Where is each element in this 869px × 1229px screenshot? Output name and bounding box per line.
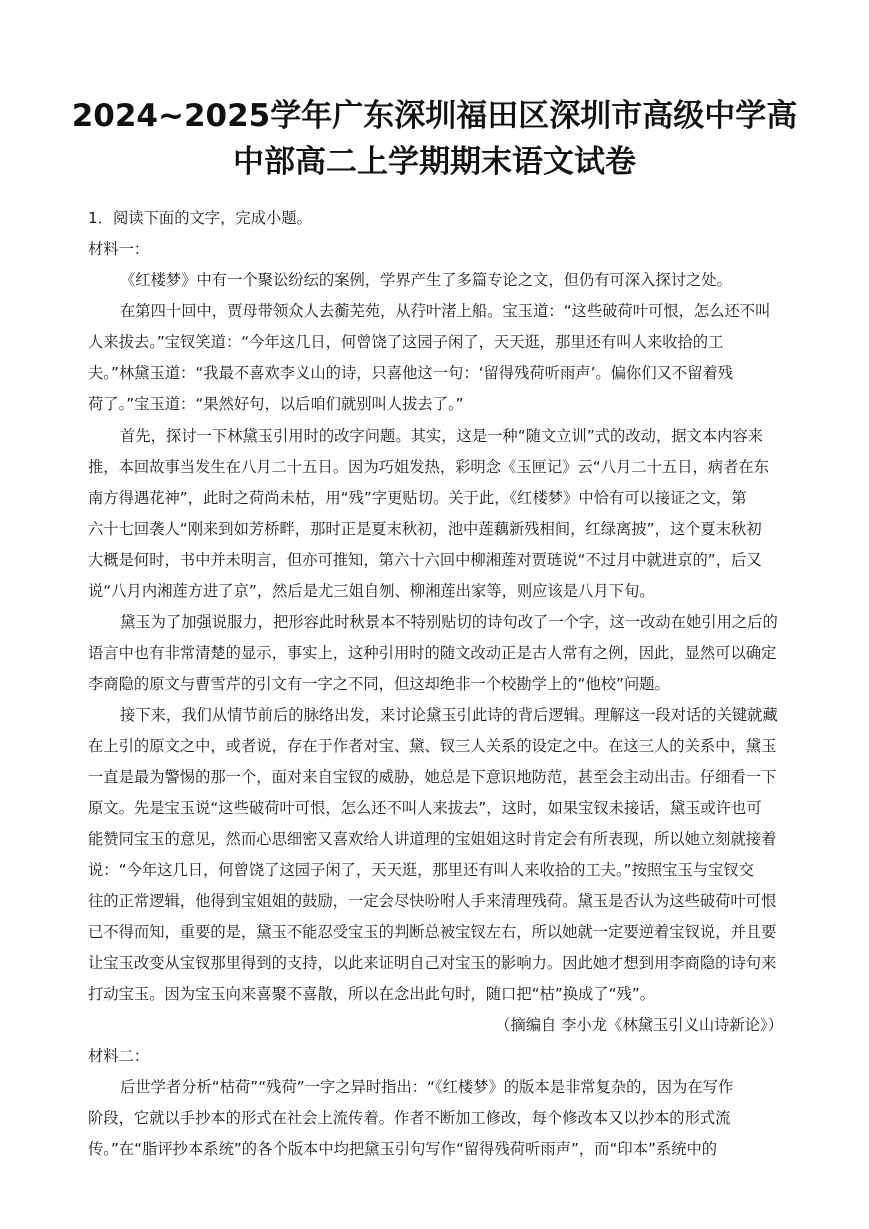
paragraph-line: 往的正常逻辑，他得到宝姐姐的鼓励，一定会尽快吩咐人手来清理残荷。黛玉是否认为这些破荷叶可恨 [88, 892, 777, 910]
paragraph-line: 推，本回故事当发生在八月二十五日。因为巧姐发热，彩明念《玉匣记》云“八月二十五日，病者在东 [88, 458, 769, 476]
paragraph-line: 后世学者分析“枯荷”“残荷”一字之异时指出：“《红楼梦》的版本是非常复杂的，因为在写作 [120, 1078, 734, 1096]
paragraph-line: 已不得而知，重要的是，黛玉不能忍受宝玉的判断总被宝钗左右，所以她就一定要逆着宝钗说，并且要 [88, 923, 777, 941]
paragraph-line: 传。”在“脂评抄本系统”的各个版本中均把黛玉引句写作“留得残荷听雨声”，而“印本”系统中的 [88, 1140, 718, 1158]
paragraph-line: 荷了。”宝玉道：“果然好句，以后咱们就别叫人拔去了。” [88, 395, 464, 413]
question-intro: 1．阅读下面的文字，完成小题。 [88, 209, 312, 227]
paragraph-line: 让宝玉改变从宝钗那里得到的支持，以此来证明自己对宝玉的影响力。因此她才想到用李商隐的诗句来 [88, 954, 777, 972]
paragraph-line: 首先，探讨一下林黛玉引用时的改字问题。其实，这是一种“随文立训”式的改动，据文本内容来 [120, 427, 764, 445]
paragraph-line: 一直是最为警惕的那一个，面对来自宝钗的威胁，她总是下意识地防范，甚至会主动出击。仔细看一下 [88, 768, 777, 786]
paragraph-line: 在上引的原文之中，或者说，存在于作者对宝、黛、钗三人关系的设定之中。在这三人的关系中，黛玉 [88, 737, 777, 755]
paragraph-line: 李商隐的原文与曹雪芹的引文有一字之不同，但这却绝非一个校勘学上的“他校”问题。 [88, 675, 670, 693]
paragraph-line: 《红楼梦》中有一个聚讼纷纭的案例，学界产生了多篇专论之文，但仍有可深入探讨之处。 [120, 271, 732, 289]
material-1-label: 材料一： [88, 240, 150, 258]
paragraph-line: 六十七回袭人“刚来到如芳桥畔，那时正是夏末秋初，池中莲藕新残相间，红绿离披”，这个夏末秋初 [88, 520, 762, 538]
paragraph-line: 夫。”林黛玉道：“我最不喜欢李义山的诗，只喜他这一句：‘留得残荷听雨声’。偏你们又不留着残 [88, 364, 734, 382]
paragraph-line: 人来拔去。”宝钗笑道：“今年这几日，何曾饶了这园子闲了，天天逛，那里还有叫人来收拾的工 [88, 333, 724, 351]
paragraph-line: 语言中也有非常清楚的显示，事实上，这种引用时的随文改动正是古人常有之例，因此，显然可以确定 [88, 644, 777, 662]
paragraph-line: 说“八月内湘莲方进了京”，然后是尤三姐自刎、柳湘莲出家等，则应该是八月下旬。 [88, 582, 655, 600]
paragraph-line: 打动宝玉。因为宝玉向来喜聚不喜散，所以在念出此句时，随口把“枯”换成了“残”。 [88, 985, 656, 1003]
paragraph-line: 阶段，它就以手抄本的形式在社会上流传着。作者不断加工修改，每个修改本又以抄本的形式流 [88, 1109, 731, 1127]
paragraph-line: 说：“今年这几日，何曾饶了这园子闲了，天天逛，那里还有叫人来收拾的工夫。”按照宝玉与宝钗交 [88, 861, 754, 879]
paragraph-line: 原文。先是宝玉说“这些破荷叶可恨，怎么还不叫人来拔去”，这时，如果宝钗未接话，黛玉或许也可 [88, 799, 762, 817]
paragraph-line: 黛玉为了加强说服力，把形容此时秋景本不特别贴切的诗句改了一个字，这一改动在她引用之后的 [120, 613, 778, 631]
paragraph-line: 接下来，我们从情节前后的脉络出发，来讨论黛玉引此诗的背后逻辑。理解这一段对话的关键就藏 [120, 706, 778, 724]
material-2-label: 材料二： [88, 1047, 150, 1065]
paragraph-line: 大概是何时，书中并未明言，但亦可推知，第六十六回中柳湘莲对贾琏说“不过月中就进京的”，后又 [88, 551, 762, 569]
paragraph-line: 在第四十回中，贾母带领众人去蘅芜苑，从荇叶渚上船。宝玉道：“这些破荷叶可恨，怎么还不叫 [120, 302, 771, 320]
paragraph-line: 南方得遇花神”，此时之荷尚未枯，用“残”字更贴切。关于此，《红楼梦》中恰有可以接证之文，第 [88, 489, 747, 507]
material-1-source: （摘编自 李小龙《林黛玉引义山诗新论》） [495, 1016, 783, 1034]
paragraph-line: 能赞同宝玉的意见，然而心思细密又喜欢给人讲道理的宝姐姐这时肯定会有所表现，所以她立刻就接着 [88, 830, 777, 848]
document-title-line-1: 2024~2025学年广东深圳福田区深圳市高级中学高 [71, 98, 798, 134]
document-title-line-2: 中部高二上学期期末语文试卷 [233, 144, 636, 180]
